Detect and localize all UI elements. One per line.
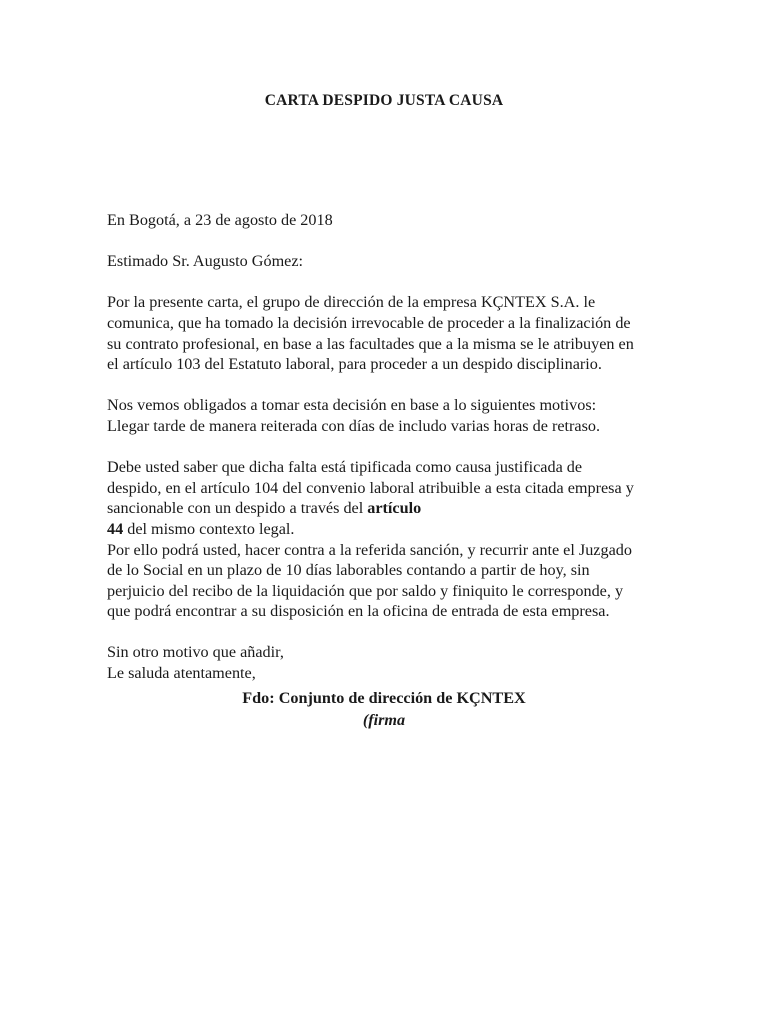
signature-line: Fdo: Conjunto de dirección de KÇNTEX bbox=[242, 689, 526, 707]
spacer bbox=[107, 622, 667, 643]
text-line: Nos vemos obligados a tomar esta decisión en base a lo siguientes motivos: bbox=[107, 396, 597, 415]
text-line: el artículo 103 del Estatuto laboral, para proceder a un despido disciplinario. bbox=[107, 355, 602, 374]
text-line: su contrato profesional, en base a las facultades que a la misma se le atribuyen en bbox=[107, 334, 634, 353]
paragraph-reasons bbox=[107, 395, 667, 436]
text-line: despido, en el artículo 104 del convenio laboral atribuible a esta citada empresa y bbox=[107, 478, 634, 497]
spacer bbox=[107, 272, 667, 293]
paragraph-appeal bbox=[107, 540, 667, 622]
text-line: perjuicio del recibo de la liquidación que por saldo y finiquito le corresponde, y bbox=[107, 581, 624, 600]
signature-note: (firma bbox=[362, 711, 406, 729]
text-line: Por ello podrá usted, hacer contra a la referida sanción, y recurrir ante el Juzgado bbox=[107, 540, 632, 559]
date-line: En Bogotá, a 23 de agosto de 2018 bbox=[107, 211, 333, 229]
text-segment: del mismo contexto legal. bbox=[123, 519, 295, 538]
text-line: de lo Social en un plazo de 10 días laborables contando a partir de hoy, sin bbox=[107, 561, 590, 580]
text-segment: sancionable con un despido a través del bbox=[107, 499, 368, 518]
text-line: comunica, que ha tomado la decisión irrevocable de proceder a la finalización de bbox=[107, 313, 631, 332]
letter-body bbox=[107, 210, 667, 684]
article-number: 44 bbox=[107, 519, 124, 538]
paragraph-intro bbox=[107, 292, 667, 374]
paragraph-legal-basis bbox=[107, 457, 667, 539]
article-reference: artículo bbox=[367, 499, 422, 518]
spacer bbox=[107, 231, 667, 252]
spacer bbox=[107, 375, 667, 396]
text-line: Debe usted saber que dicha falta está tipificada como causa justificada de bbox=[107, 458, 583, 477]
text-line: Por la presente carta, el grupo de dirección de la empresa KÇNTEX S.A. le bbox=[107, 293, 596, 312]
greeting: Estimado Sr. Augusto Gómez: bbox=[107, 252, 304, 271]
text-line bbox=[107, 519, 667, 540]
text-line: Llegar tarde de manera reiterada con días de includo varias horas de retraso. bbox=[107, 416, 601, 435]
text-line bbox=[107, 498, 667, 519]
closing bbox=[107, 642, 667, 683]
text-line: que podrá encontrar a su disposición en la oficina de entrada de esta empresa. bbox=[107, 602, 610, 621]
text-line: Le saluda atentamente, bbox=[107, 664, 256, 683]
letter-title: CARTA DESPIDO JUSTA CAUSA bbox=[264, 92, 504, 109]
spacer bbox=[107, 437, 667, 458]
text-line: Sin otro motivo que añadir, bbox=[107, 643, 284, 662]
